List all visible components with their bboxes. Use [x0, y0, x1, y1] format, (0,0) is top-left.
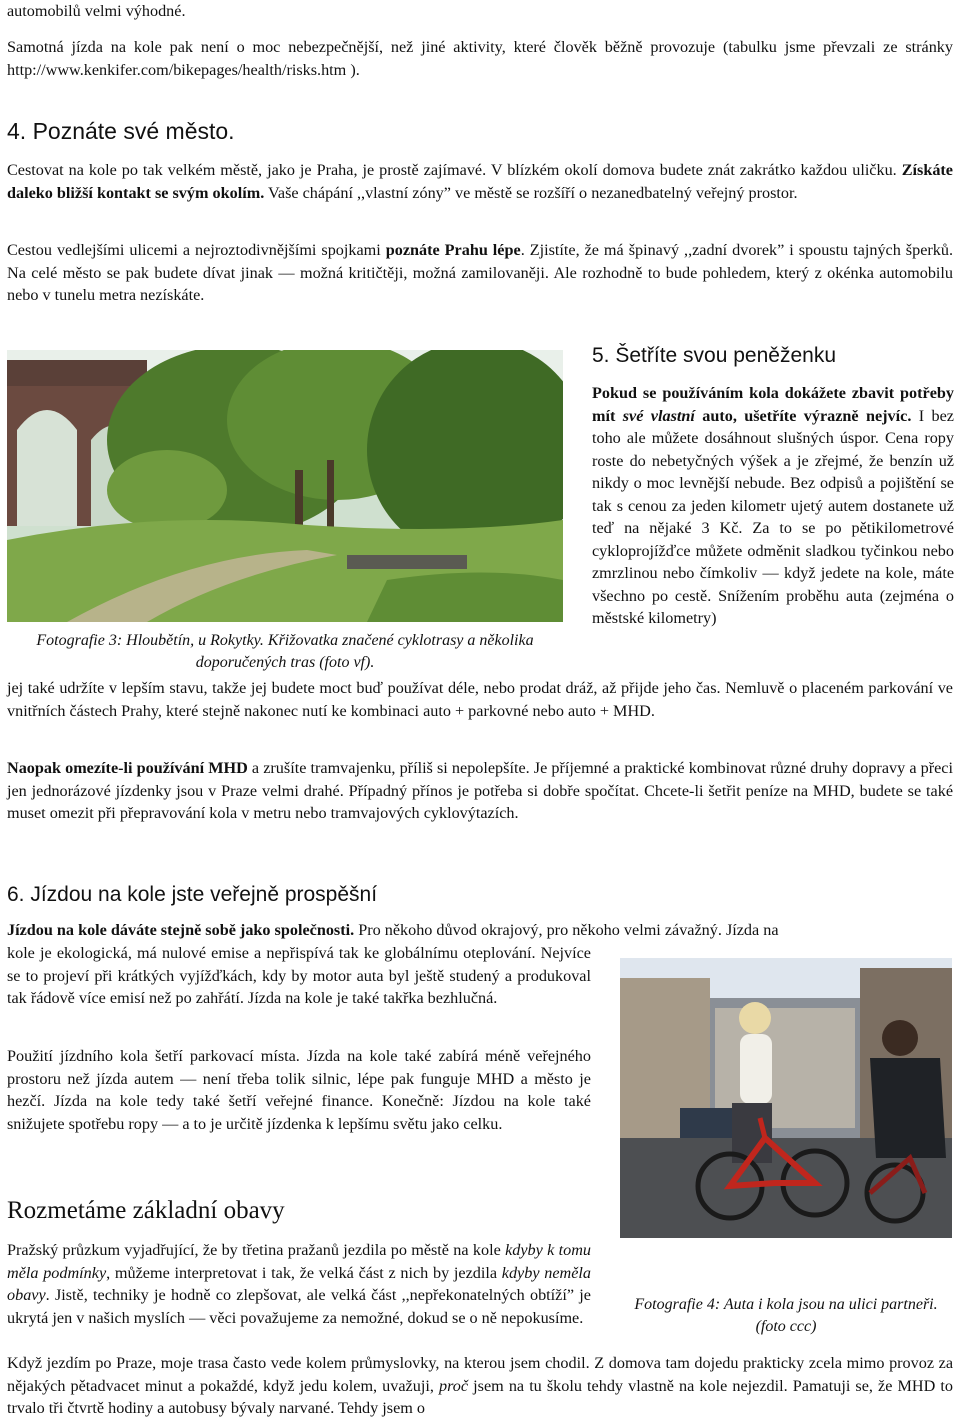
section-6-heading: 6. Jízdou na kole jste veřejně prospěšní: [7, 883, 378, 906]
street-cyclists-image: [620, 958, 952, 1238]
section-4-paragraph-2: Cestou vedlejšími ulicemi a nejroztodivnějšími spojkami poznáte Prahu lépe. Zjistíte, že má špinavý ,,zadní dvorek” i spoustu tajných šperků. Na celé město se pak budete dívat jinak — možná kritičtěji, možná zamilovaněji. Ale rozhodně to bude pohledem, který z okénka automobilu nebo v tunelu metra nezískáte.: [7, 241, 954, 304]
section-5-paragraph-1: Pokud se používáním kola dokážete zbavit potřeby mít své vlastní auto, ušetříte výrazně nejvíc. I bez toho ale můžete dosáhnout slušných úspor. Cena ropy roste do nebetyčných výšek a je zřejmé, že benzín už nikdy o moc levnější nebude. Bez odpisů a pojištění se tak s cenou za jeden kilometr ujetý autem dostanete už teď na nějaké 3 Kč. Za to se po pětikilometrové cykloprojížďce můžete odměnit sladkou tyčinkou nebo zmrzlinou nebo čímkoliv — když jedete na kole, máte všechno po cestě. Snížením proběhu auta (zejména o městské kilometry): [592, 384, 954, 627]
figure-3-photo: [7, 350, 563, 622]
section-6-paragraph-1-lead: Jízdou na kole dáváte stejně sobě jako společnosti. Pro někoho důvod okrajový, pro někoho velmi závažný. Jízda na: [7, 921, 779, 939]
figure-4-photo: [620, 958, 952, 1238]
section-7-paragraph-2: Když jezdím po Praze, moje trasa často vede kolem průmyslovky, na kterou jsem chodil. Z domova tam dojedu prakticky zcela mimo provoz za nějakých pětadvacet minut a pokaždé, když jedu kolem, uvažuji, proč jsem na tu školu tehdy vlastně na kole nejezdil. Pamatuji se, že MHD to trvalo tři čtvrtě hodiny a autobusy bývaly narvané. Tehdy jsem o: [7, 1354, 953, 1417]
section-7-paragraph-1: Pražský průzkum vyjadřující, že by třetina pražanů jezdila po městě na kole kdyby k tomu měla podmínky, můžeme interpretovat i tak, že velká část z nich by jezdila kdyby neměla obavy. Jistě, techniky je hodně co zlepšovat, ale velká část ,,nepřekonatelných obtíží” je ukrytá jen v našich myslích — věci považujeme za nemožné, dokud se o ně nepokusíme.: [7, 1241, 591, 1327]
section-6-paragraph-1: kole je ekologická, má nulové emise a nepřispívá tak ke globálnímu oteplování. Nejvíce se to projeví při krátkých vyjížďkách, kdy by motor auta byl ještě studený a produkoval tak řádově více emisí než po zahřátí. Jízda na kole je také takřka bezhlučná.: [7, 944, 591, 1007]
section-4-heading: 4. Poznáte své město.: [7, 118, 235, 144]
figure-4-caption: Fotografie 4: Auta i kola jsou na ulici partneři. (foto ccc): [634, 1296, 938, 1335]
section-4-paragraph-1: Cestovat na kole po tak velkém městě, jako je Praha, je prostě zajímavé. V blízkém okolí domova budete znát zakrátko každou uličku. Získáte daleko bližší kontakt se svým okolím. Vaše chápání ,,vlastní zóny” ve městě se rozšíří o nezanedbatelný veřejný prostor.: [7, 161, 953, 202]
continued-line: automobilů velmi výhodné.: [7, 2, 186, 20]
figure-3-caption: Fotografie 3: Hloubětín, u Rokytky. Křižovatka značené cyklotrasy a několika doporučených tras (foto vf).: [36, 632, 534, 671]
section-5-paragraph-2: Naopak omezíte-li používání MHD a zrušíte tramvajenku, příliš si nepolepšíte. Je příjemné a praktické kombinovat různé druhy dopravy a přeci jen jednorázové jízdenky jsou v Praze velmi drahé. Případný přínos je potřeba si dobře spočítat. Chcete-li šetřit peníze na MHD, budete se také muset omezit při přepravování kola v metru nebo tramvajových cyklovýtazích.: [7, 759, 953, 822]
section-5-heading: 5. Šetříte svou peněženku: [592, 344, 836, 367]
paragraph-risk: Samotná jízda na kole pak není o moc nebezpečnější, než jiné aktivity, které člověk běžně provozuje (tabulku jsme převzali ze stránky http://www.kenkifer.com/bikepages/health/risks.htm ).: [7, 38, 953, 79]
park-viaduct-image: [7, 350, 563, 622]
section-7-heading: Rozmetáme základní obavy: [7, 1197, 285, 1224]
section-6-paragraph-2: Použití jízdního kola šetří parkovací místa. Jízda na kole také zabírá méně veřejného prostoru než jízda autem — není třeba tolik silnic, lépe pak funguje MHD a město je hezčí. Jízda na kole tedy také šetří veřejné finance. Konečně: Jízdou na kole také snižujete spotřebu ropy — a to je určitě jízdenka k lepšímu světu jako celku.: [7, 1047, 591, 1133]
section-5-paragraph-1-continued: jej také udržíte v lepším stavu, takže jej budete moct buď používat déle, nebo prodat dráž, až přijde jeho čas. Nemluvě o placeném parkování ve vnitřních částech Prahy, které stejně nakonec nutí ke kombinaci auto + parkovné nebo auto + MHD.: [7, 679, 953, 720]
